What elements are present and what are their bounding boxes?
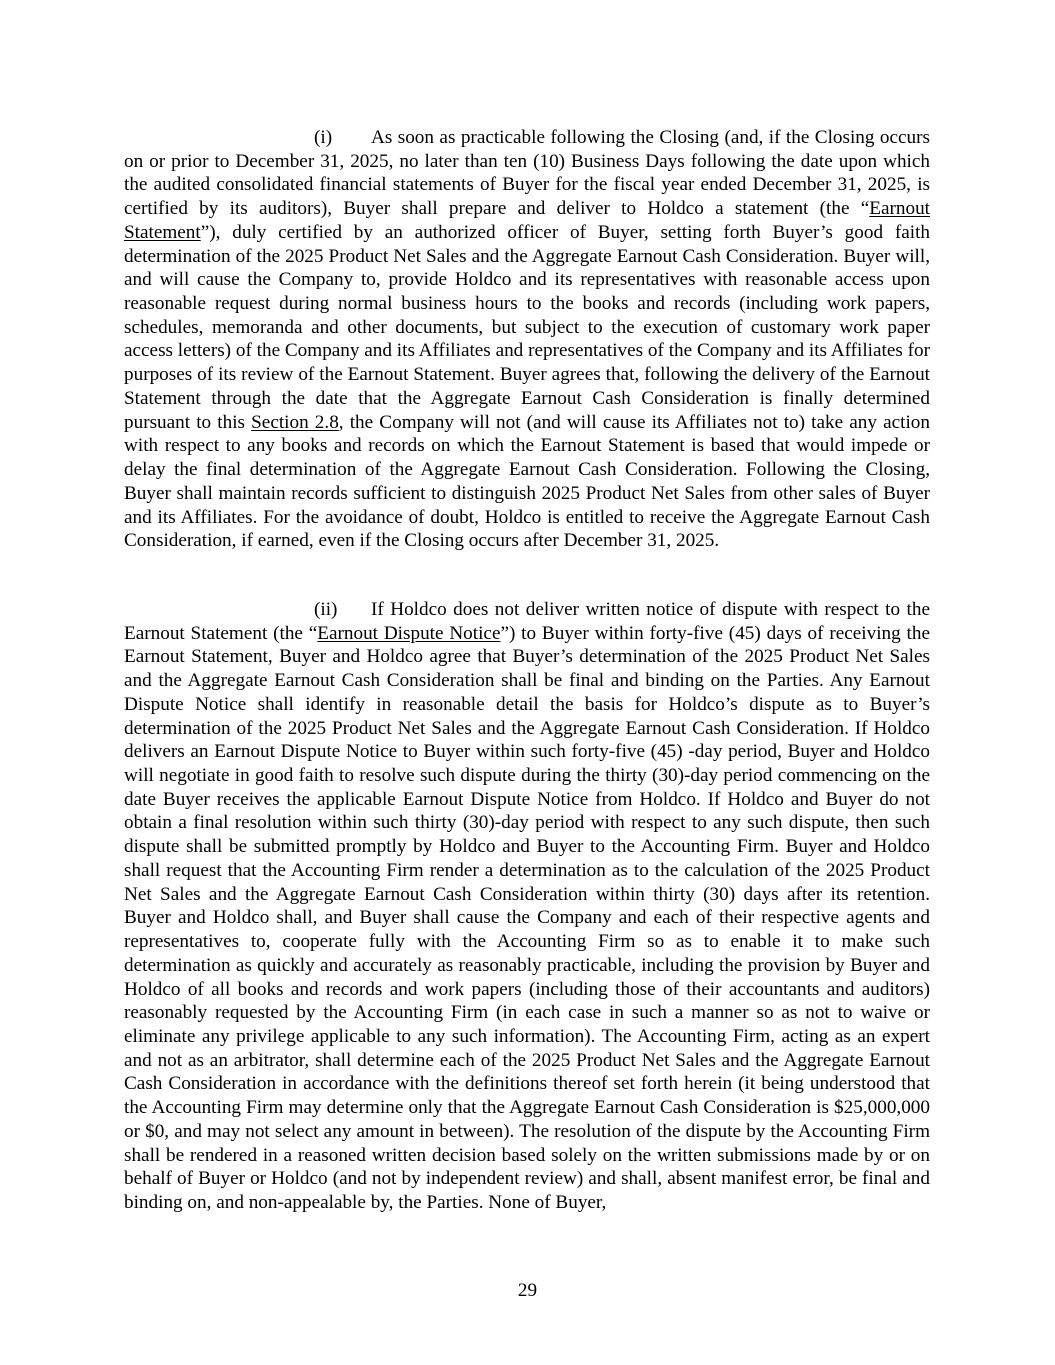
- paragraph-i-text-1: As soon as practicable following the Closing (and, if the Closing occurs on or prior to December 31, 2025, no later than ten (10) Business Days following the date upon which the audited consolidated financial statements of Buyer for the fiscal year ended December 31, 2025, is certified by its auditors), Buyer shall prepare and deliver to Holdco a statement (the “: [124, 127, 930, 220]
- defined-term-earnout-dispute-notice: Earnout Dispute Notice: [317, 622, 501, 644]
- paragraph-ii: [124, 598, 930, 1215]
- page-number: 29: [517, 1280, 538, 1301]
- paragraph-i-text-3: , the Company will not (and will cause its Affiliates not to) take any action with respect to any books and records on which the Earnout Statement is based that would impede or delay the final determination of the Aggregate Earnout Cash Consideration. Following the Closing, Buyer shall maintain records sufficient to distinguish 2025 Product Net Sales from other sales of Buyer and its Affiliates. For the avoidance of doubt, Holdco is entitled to receive the Aggregate Earnout Cash Consideration, if earned, even if the Closing occurs after December 31, 2025.: [124, 411, 930, 552]
- paragraph-ii-text-1: If Holdco does not deliver written notice of dispute with respect to the Earnout Statement (the “: [124, 599, 930, 644]
- paragraph-marker-ii: (ii): [314, 599, 338, 620]
- paragraph-i: [124, 126, 930, 553]
- defined-term-earnout-statement: Earnout Statement: [124, 198, 930, 243]
- paragraph-ii-text-2: ”) to Buyer within forty-five (45) days of receiving the Earnout Statement, Buyer and Holdco agree that Buyer’s determination of the 2025 Product Net Sales and the Aggregate Earnout Cash Consideration shall be final and binding on the Parties. Any Earnout Dispute Notice shall identify in reasonable detail the basis for Holdco’s dispute as to Buyer’s determination of the 2025 Product Net Sales and the Aggregate Earnout Cash Consideration. If Holdco delivers an Earnout Dispute Notice to Buyer within such forty-five (45) -day period, Buyer and Holdco will negotiate in good faith to resolve such dispute during the thirty (30)-day period commencing on the date Buyer receives the applicable Earnout Dispute Notice from Holdco. If Holdco and Buyer do not obtain a final resolution within such thirty (30)-day period with respect to any such dispute, then such dispute shall be submitted promptly by Holdco and Buyer to the Accounting Firm. Buyer and Holdco shall request that the Accounting Firm render a determination as to the calculation of the 2025 Product Net Sales and the Aggregate Earnout Cash Consideration within thirty (30) days after its retention. Buyer and Holdco shall, and Buyer shall cause the Company and each of their respective agents and representatives to, cooperate fully with the Accounting Firm so as to enable it to make such determination as quickly and accurately as reasonably practicable, including the provision by Buyer and Holdco of all books and records and work papers (including those of their accountants and auditors) reasonably requested by the Accounting Firm (in each case in such a manner so as not to waive or eliminate any privilege applicable to any such information). The Accounting Firm, acting as an expert and not as an arbitrator, shall determine each of the 2025 Product Net Sales and the Aggregate Earnout Cash Consideration in accordance with the definitions thereof set forth herein (it being understood that the Accounting Firm may determine only that the Aggregate Earnout Cash Consideration is $25,000,000 or $0, and may not select any amount in between). The resolution of the dispute by the Accounting Firm shall be rendered in a reasoned written decision based solely on the written submissions made by or on behalf of Buyer or Holdco (and not by independent review) and shall, absent manifest error, be final and binding on, and non-appealable by, the Parties. None of Buyer,: [124, 622, 930, 1213]
- paragraph-marker-i: (i): [314, 127, 333, 148]
- section-reference: Section 2.8: [251, 411, 339, 433]
- paragraph-i-text-2: ”), duly certified by an authorized officer of Buyer, setting forth Buyer’s good faith determination of the 2025 Product Net Sales and the Aggregate Earnout Cash Consideration. Buyer will, and will cause the Company to, provide Holdco and its representatives with reasonable access upon reasonable request during normal business hours to the books and records (including work papers, schedules, memoranda and other documents, but subject to the execution of customary work paper access letters) of the Company and its Affiliates and representatives of the Company and its Affiliates for purposes of its review of the Earnout Statement. Buyer agrees that, following the delivery of the Earnout Statement through the date that the Aggregate Earnout Cash Consideration is finally determined pursuant to this: [124, 221, 931, 433]
